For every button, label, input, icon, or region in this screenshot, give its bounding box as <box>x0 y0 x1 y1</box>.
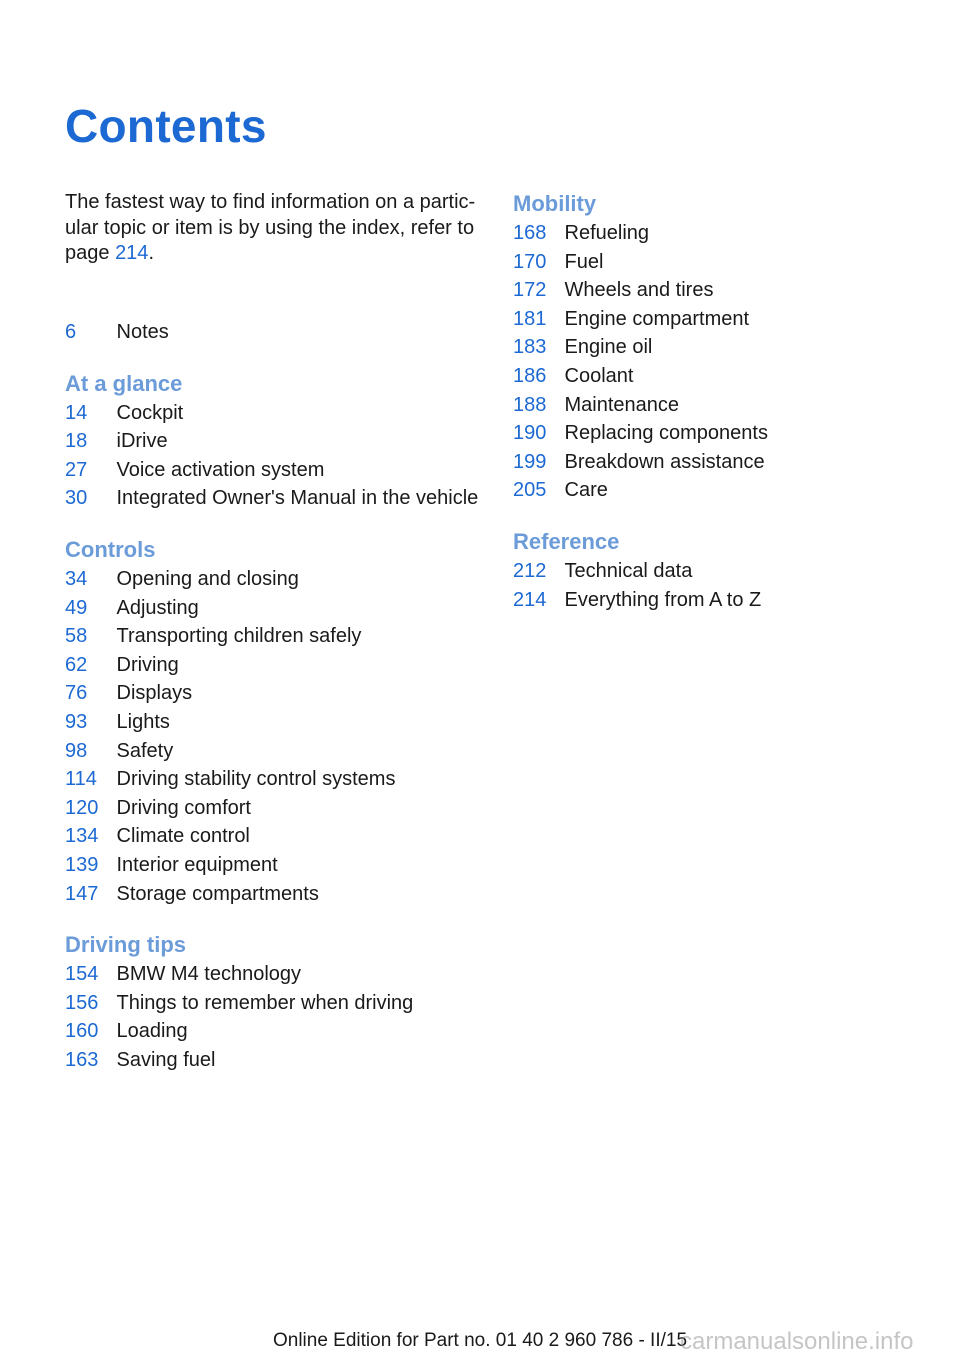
toc-entry[interactable] <box>65 594 495 623</box>
toc-entry-label: Engine oil <box>564 336 653 359</box>
toc-page-number[interactable]: 188 <box>513 393 547 416</box>
toc-entry[interactable] <box>65 765 495 794</box>
toc-entry[interactable] <box>65 679 495 708</box>
toc-entry-label: BMW M4 technology <box>116 963 302 986</box>
toc-page-number[interactable]: 27 <box>65 458 88 481</box>
toc-entry[interactable] <box>65 708 495 737</box>
toc-entry[interactable] <box>65 737 495 766</box>
toc-page-number[interactable]: 120 <box>65 796 99 819</box>
toc-page-number[interactable]: 160 <box>65 1020 99 1043</box>
toc-entry-label: Adjusting <box>116 596 199 619</box>
toc-entry[interactable] <box>65 989 495 1018</box>
toc-page-number[interactable]: 98 <box>65 739 88 762</box>
toc-entry-label: Fuel <box>564 250 604 273</box>
toc-entry[interactable] <box>513 557 943 586</box>
toc-entry-label: Technical data <box>564 559 693 582</box>
toc-entry-label: Things to remember when driving <box>116 991 414 1014</box>
toc-page-number[interactable]: 186 <box>513 364 547 387</box>
toc-entry[interactable] <box>65 1046 495 1075</box>
toc-entry-label: Breakdown assistance <box>564 450 765 473</box>
toc-entry-label: Storage compartments <box>116 882 319 905</box>
toc-page-number[interactable]: 163 <box>65 1048 99 1071</box>
toc-page-number[interactable]: 181 <box>513 307 547 330</box>
toc-entry-label: Climate control <box>116 825 250 848</box>
toc-section <box>65 318 495 347</box>
toc-page-number[interactable]: 6 <box>65 321 77 343</box>
toc-entry[interactable] <box>65 851 495 880</box>
toc-entry[interactable] <box>65 622 495 651</box>
toc-page-number[interactable]: 134 <box>65 825 99 848</box>
page-footer: Online Edition for Part no. 01 40 2 960 786 - II/15 <box>272 1330 688 1351</box>
toc-entry-label: Coolant <box>564 364 634 387</box>
toc-entry-label: Safety <box>116 739 174 762</box>
toc-entry[interactable] <box>65 880 495 909</box>
toc-page-number[interactable]: 18 <box>65 430 88 453</box>
toc-entry[interactable] <box>513 362 943 391</box>
toc-entry[interactable] <box>65 427 495 456</box>
section-heading: Mobility <box>513 191 597 216</box>
intro-text-end: . <box>148 242 154 264</box>
toc-entry-label: Everything from A to Z <box>564 588 762 611</box>
toc-page-number[interactable]: 34 <box>65 567 88 590</box>
toc-entry-label: Wheels and tires <box>564 279 714 302</box>
toc-entry[interactable] <box>65 822 495 851</box>
toc-entry-label: Lights <box>116 710 170 733</box>
toc-page-number[interactable]: 156 <box>65 991 99 1014</box>
toc-entry-label: Refueling <box>564 222 650 244</box>
toc-entry-label: Displays <box>116 682 193 705</box>
toc-entry[interactable] <box>65 456 495 485</box>
toc-entry-label: Integrated Owner's Manual in the vehicle <box>116 487 479 510</box>
toc-entry[interactable] <box>513 219 943 248</box>
intro-text: The fastest way to find information on a partic‐ ular topic or item is by using the index, refer to page <box>65 191 476 264</box>
toc-page-number[interactable]: 147 <box>65 882 99 905</box>
toc-page-number[interactable]: 190 <box>513 422 547 445</box>
toc-page-number[interactable]: 114 <box>65 768 97 791</box>
toc-entry-label: Cockpit <box>116 401 184 424</box>
toc-section <box>65 369 495 513</box>
section-heading: Driving tips <box>65 932 187 958</box>
toc-page-number[interactable]: 199 <box>513 450 547 473</box>
toc-entry[interactable] <box>65 484 495 513</box>
toc-page-number[interactable]: 62 <box>65 653 88 676</box>
section-heading: At a glance <box>65 370 183 396</box>
page-title: Contents <box>65 100 267 152</box>
toc-right-column <box>513 189 943 614</box>
toc-entry[interactable] <box>513 333 943 362</box>
toc-entry[interactable] <box>513 305 943 334</box>
toc-entry-label: Voice activation system <box>116 458 325 481</box>
toc-entry-label: Care <box>564 479 608 502</box>
toc-section <box>65 535 495 908</box>
toc-page-number[interactable]: 139 <box>65 853 99 876</box>
toc-entry-label: iDrive <box>116 430 168 453</box>
section-heading: Controls <box>65 536 156 562</box>
toc-left-column <box>65 318 495 1074</box>
toc-page-number[interactable]: 212 <box>513 559 547 582</box>
toc-entry[interactable] <box>65 565 495 594</box>
toc-entry-label: Saving fuel <box>116 1048 216 1071</box>
toc-page-number[interactable]: 205 <box>513 479 547 502</box>
toc-entry-label: Notes <box>116 321 169 343</box>
toc-entry[interactable] <box>513 248 943 277</box>
toc-page-number[interactable]: 49 <box>65 596 88 619</box>
toc-entry-label: Interior equipment <box>116 853 278 876</box>
toc-entry-label: Maintenance <box>564 393 680 416</box>
toc-page-number[interactable]: 214 <box>513 588 547 611</box>
toc-entry-label: Replacing components <box>564 422 768 445</box>
toc-entry[interactable] <box>513 448 943 477</box>
toc-page-number[interactable]: 154 <box>65 963 99 986</box>
toc-page-number[interactable]: 93 <box>65 710 88 733</box>
toc-entry[interactable] <box>513 391 943 420</box>
toc-page-number[interactable]: 30 <box>65 487 88 510</box>
index-page-link[interactable]: 214 <box>115 242 149 264</box>
toc-entry-label: Loading <box>116 1020 188 1043</box>
toc-entry[interactable] <box>65 318 495 347</box>
toc-page-number[interactable]: 183 <box>513 336 547 359</box>
toc-entry[interactable] <box>65 399 495 428</box>
toc-section <box>513 527 943 614</box>
watermark: carmanualsonline.info <box>680 1328 914 1355</box>
toc-entry[interactable] <box>65 1017 495 1046</box>
toc-page-number[interactable]: 76 <box>65 682 88 705</box>
toc-entry-label: Driving stability control systems <box>116 768 396 791</box>
intro-paragraph <box>65 190 485 267</box>
toc-entry[interactable] <box>65 794 495 823</box>
toc-page-number[interactable]: 170 <box>513 250 547 273</box>
toc-page-number[interactable]: 172 <box>513 279 547 302</box>
toc-entry[interactable] <box>513 276 943 305</box>
toc-entry[interactable] <box>513 419 943 448</box>
toc-page-number[interactable]: 14 <box>65 401 88 424</box>
toc-page-number[interactable]: 168 <box>513 222 547 244</box>
toc-entry-label: Opening and closing <box>116 567 299 590</box>
toc-entry[interactable] <box>65 651 495 680</box>
toc-entry-label: Transporting children safely <box>116 625 362 648</box>
toc-entry-label: Driving <box>116 653 179 676</box>
toc-entry[interactable] <box>513 476 943 505</box>
toc-page-number[interactable]: 58 <box>65 625 88 648</box>
toc-section <box>65 930 495 1074</box>
section-heading: Reference <box>513 528 620 554</box>
toc-section <box>513 189 943 505</box>
toc-entry[interactable] <box>65 960 495 989</box>
toc-entry-label: Engine compartment <box>564 307 750 330</box>
toc-entry-label: Driving comfort <box>116 796 251 819</box>
toc-entry[interactable] <box>513 586 943 615</box>
